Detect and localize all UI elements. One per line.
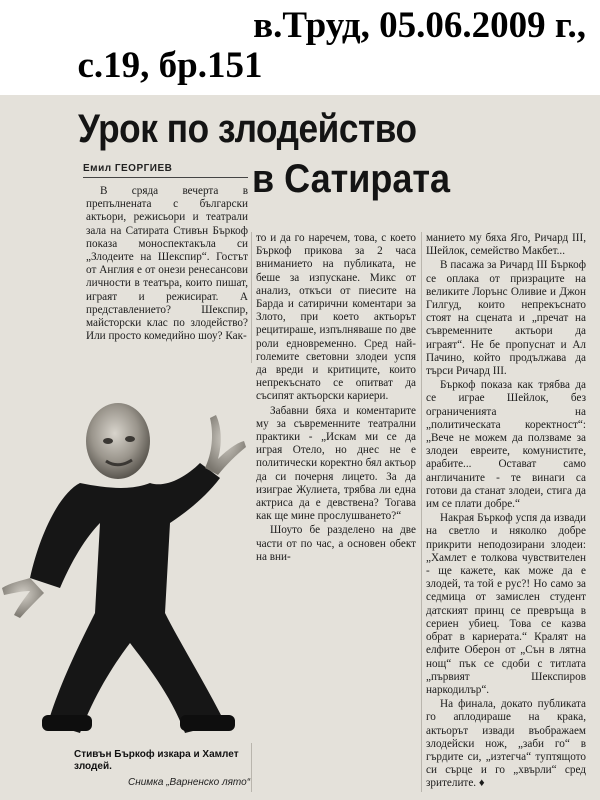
paragraph: На финала, докато публиката го аплодираше на крака, актьорът извади въображаем злодейски нож, „заби го“ в гърдите си, „изтегча“ туптящото си сърце и го „хвърли“ сред зрителите. ♦	[426, 698, 586, 790]
photo-credit: Снимка „Варненско лято“	[128, 777, 251, 788]
photo-caption: Стивън Бъркоф изкара и Хамлет злодей.	[74, 749, 239, 772]
paragraph: Шоуто бе разделено на две части от по час, а основен обект на вни-	[256, 524, 416, 563]
paragraph: манието му бяха Яго, Ричард III, Шейлок, семейство Макбет...	[426, 232, 586, 258]
byline: Емил ГЕОРГИЕВ	[83, 163, 173, 174]
newspaper-clipping	[0, 95, 600, 800]
actor-photo	[0, 363, 255, 743]
article-column-3	[426, 232, 586, 797]
paragraph: то и да го наречем, това, с което Бъркоф прикова за 2 часа вниманието на публиката, не беше за изпускане. Микс от анализ, откъси от пиесите на Барда и сатирични коментари за Злото, при което актьорът рецитираше, изпълняваше по две роли едновременно. Сред най-големите световни злодеи успя да вреди и критиците, които непрекъснато се опитват да съсипят актьорски кариери.	[256, 232, 416, 403]
byline-rule	[83, 177, 248, 178]
paragraph: В пасажа за Ричард III Бъркоф се оплака от призраците на великите Лорънс Оливие и Джон Гилгуд, които непрекъснато стоят на сцената и „пречат на съвременните актьори да играят“. Не бе пропуснат и Ал Пачино, който продължава да търси Ричард III.	[426, 259, 586, 378]
column-divider	[421, 232, 422, 792]
source-page-line: с.19, бр.151	[77, 45, 263, 86]
paragraph: Накрая Бъркоф успя да извади на светло и няколко добре прикрити неподозирани злодеи: „Хамлет е толкова чувствителен - ще кажете, как може да е злодей, та той е рус?! Но само за седмица от замислен студент датският принц се превръща в сериен убиец. Това се казва обрат в кариерата.“ Кралят на елфите Оберон от „Сън в лятна нощ“ пък се сдоби с титлата „първият Шекспиров наркодилър“.	[426, 512, 586, 696]
headline-line-2: в Сатирата	[252, 157, 451, 201]
paragraph: В сряда вечерта в препълнената с български актьори, режисьори и театрали зала на Сатирата Стивън Бъркоф показа моноспектакъла си „Злодеите на Шекспир“. Гостът от Англия е от онези ренесансови личности в театъра, които пишат, играят и режисират. А представлението? Шекспир, майсторски клас по злодейство? Или просто комедийно шоу? Как-	[86, 185, 248, 343]
article-column-2	[256, 232, 416, 792]
paragraph: Забавни бяха и коментарите му за съвременните театрални практики - „Искам ми се да играя Отело, но днес не е политически коректно бял актьор да си почерня лицето. За да изиграе Жулиета, трябва ли една актриса да е девствена? Тогава как ще мине прослушването?“	[256, 404, 416, 523]
paragraph: Бъркоф показа как трябва да се играе Шейлок, без ограниченията на „политическата коректност“: „Вече не можем да ползваме за злодеи евреите, комунистите, арабите... Остават само англичаните - те винаги са готови да станат злодеи, стига да им се плати добре.“	[426, 379, 586, 511]
source-date-line: в.Труд, 05.06.2009 г.,	[253, 5, 586, 46]
headline-line-1: Урок по злодейство	[78, 107, 417, 151]
